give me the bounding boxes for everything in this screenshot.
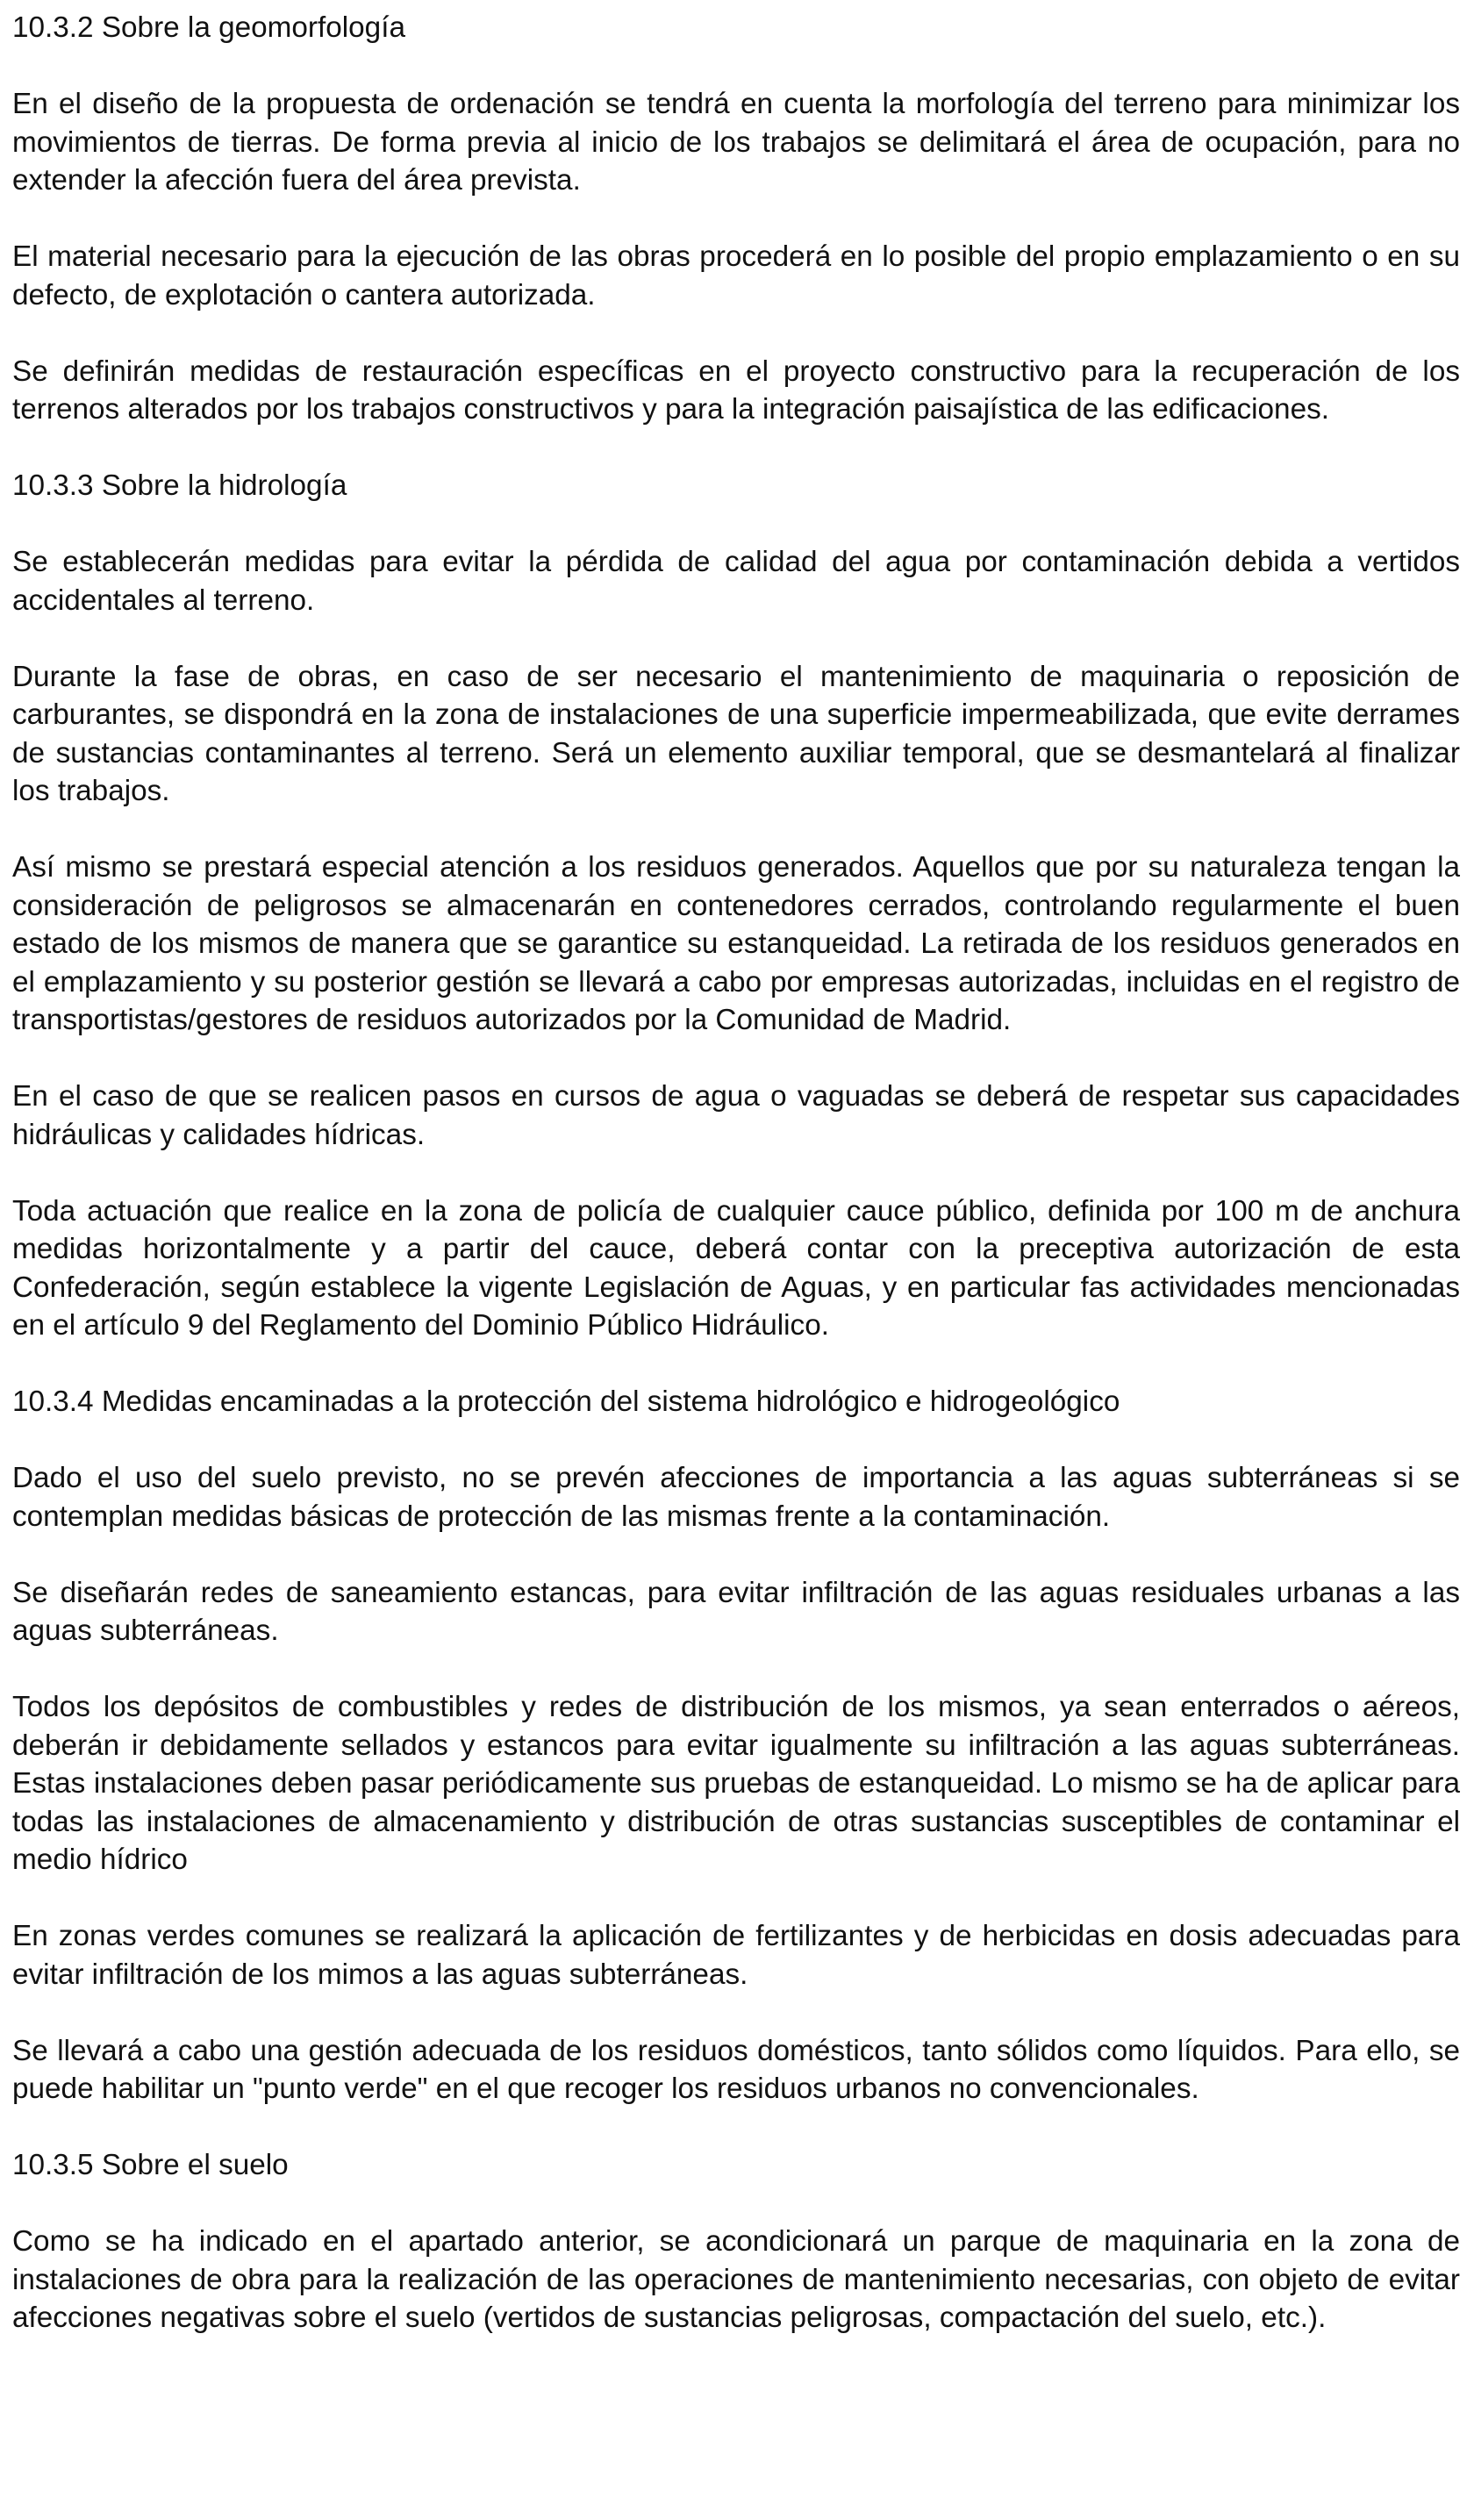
paragraph: Se establecerán medidas para evitar la pérdida de calidad del agua por contaminación debida a vertidos accidentales al terreno.	[12, 546, 1460, 617]
paragraph: Como se ha indicado en el apartado anterior, se acondicionará un parque de maquinaria en la zona de instalaciones de obra para la realización de las operaciones de mantenimiento necesarias, con objeto de evitar afecciones negativas sobre el suelo (vertidos de sustancias peligrosas, compactación del suelo, etc.).	[12, 2225, 1460, 2334]
paragraph: Se definirán medidas de restauración específicas en el proyecto constructivo para la recuperación de los terrenos alterados por los trabajos constructivos y para la integración paisajística de las edificaciones.	[12, 354, 1460, 426]
section-heading-geomorfologia: 10.3.2 Sobre la geomorfología	[12, 11, 405, 44]
paragraph: En zonas verdes comunes se realizará la aplicación de fertilizantes y de herbicidas en dosis adecuadas para evitar infiltración de los mimos a las aguas subterráneas.	[12, 1920, 1460, 1991]
paragraph: Se llevará a cabo una gestión adecuada de los residuos domésticos, tanto sólidos como líquidos. Para ello, se puede habilitar un "punto verde" en el que recoger los residuos urbanos no convencionales.	[12, 2034, 1460, 2105]
section-heading-suelo: 10.3.5 Sobre el suelo	[12, 2149, 289, 2181]
paragraph: En el diseño de la propuesta de ordenación se tendrá en cuenta la morfología del terreno para minimizar los movimientos de tierras. De forma previa al inicio de los trabajos se delimitará el área de ocupación, para no extender la afección fuera del área prevista.	[12, 88, 1460, 197]
paragraph: Así mismo se prestará especial atención a los residuos generados. Aquellos que por su naturaleza tengan la consideración de peligrosos se almacenarán en contenedores cerrados, controlando regularmente el buen estado de los mismos de manera que se garantice su estanqueidad. La retirada de los residuos generados en el emplazamiento y su posterior gestión se llevará a cabo por empresas autorizadas, incluidas en el registro de transportistas/gestores de residuos autorizados por la Comunidad de Madrid.	[12, 851, 1460, 1036]
paragraph: Dado el uso del suelo previsto, no se prevén afecciones de importancia a las aguas subterráneas si se contemplan medidas básicas de protección de las mismas frente a la contaminación.	[12, 1462, 1460, 1533]
document-page	[12, 9, 1460, 2337]
paragraph: Todos los depósitos de combustibles y redes de distribución de los mismos, ya sean enterrados o aéreos, deberán ir debidamente sellados y estancos para evitar igualmente su infiltración a las aguas subterráneas. Estas instalaciones deben pasar periódicamente sus pruebas de estanqueidad. Lo mismo se ha de aplicar para todas las instalaciones de almacenamiento y distribución de otras sustancias susceptibles de contaminar el medio hídrico	[12, 1691, 1460, 1876]
paragraph: El material necesario para la ejecución de las obras procederá en lo posible del propio emplazamiento o en su defecto, de explotación o cantera autorizada.	[12, 240, 1460, 311]
section-heading-hidrologia: 10.3.3 Sobre la hidrología	[12, 469, 347, 502]
paragraph: Durante la fase de obras, en caso de ser necesario el mantenimiento de maquinaria o reposición de carburantes, se dispondrá en la zona de instalaciones de una superficie impermeabilizada, que evite derrames de sustancias contaminantes al terreno. Será un elemento auxiliar temporal, que se desmantelará al finalizar los trabajos.	[12, 660, 1460, 807]
paragraph: Toda actuación que realice en la zona de policía de cualquier cauce público, definida por 100 m de anchura medidas horizontalmente y a partir del cauce, deberá contar con la preceptiva autorización de esta Confederación, según establece la vigente Legislación de Aguas, y en particular fas actividades mencionadas en el artículo 9 del Reglamento del Dominio Público Hidráulico.	[12, 1194, 1460, 1342]
section-heading-proteccion-hidrologica: 10.3.4 Medidas encaminadas a la protección del sistema hidrológico e hidrogeológico	[12, 1385, 1120, 1418]
paragraph: En el caso de que se realicen pasos en cursos de agua o vaguadas se deberá de respetar sus capacidades hidráulicas y calidades hídricas.	[12, 1080, 1460, 1151]
paragraph: Se diseñarán redes de saneamiento estancas, para evitar infiltración de las aguas residuales urbanas a las aguas subterráneas.	[12, 1576, 1460, 1647]
